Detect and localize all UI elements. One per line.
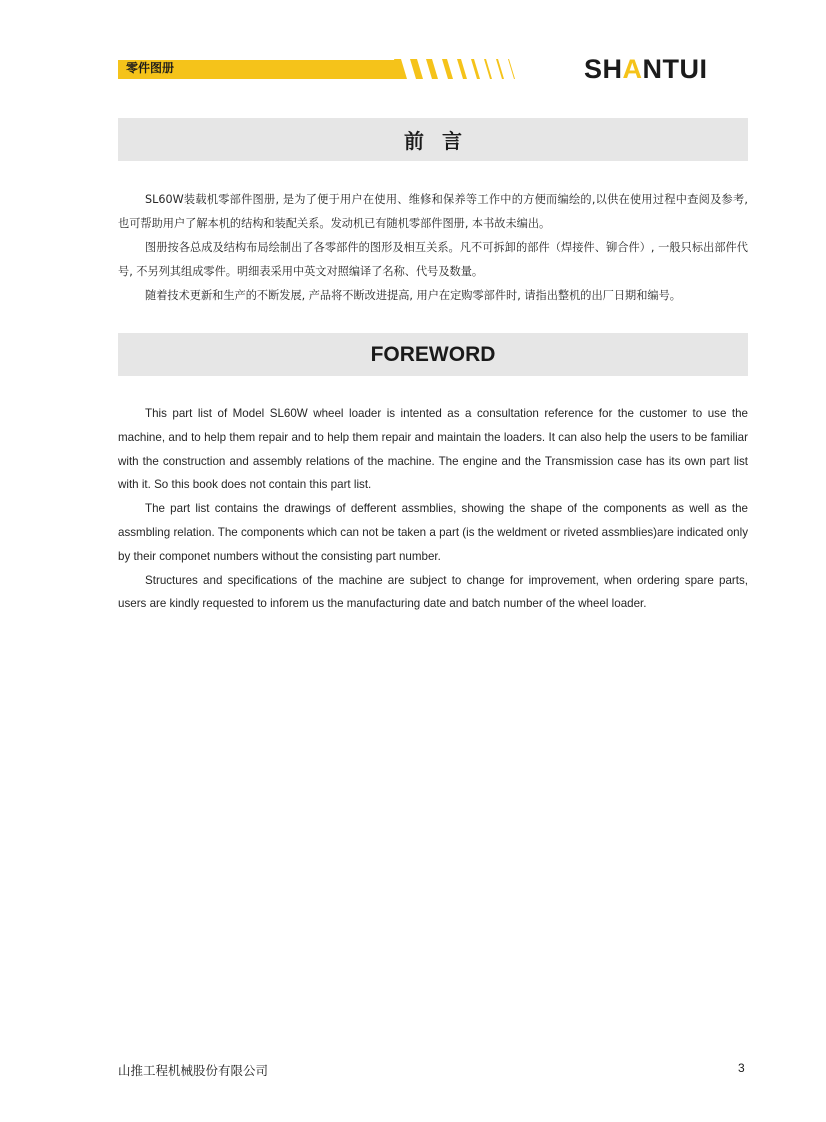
- header-stripes-decoration: [394, 59, 574, 81]
- foreword-en-paragraph: Structures and specifications of the machine are subject to change for improvement, when ordering spare parts, users are kindly requested to inforem us the manufacturing date and batch number of the wheel loader.: [118, 573, 748, 611]
- logo-text-prefix: SH: [584, 54, 623, 84]
- foreword-cn-paragraph: SL60W装载机零部件图册, 是为了便于用户在使用、维修和保养等工作中的方便而编绘的,以供在使用过程中查阅及参考, 也可帮助用户了解本机的结构和装配关系。发动机已有随机零部件图册, 本书故未编出。: [118, 193, 748, 230]
- foreword-en-title-bar: [118, 333, 748, 376]
- yellow-slash-stripes: [394, 59, 515, 79]
- foreword-en-paragraph: This part list of Model SL60W wheel loader is intented as a consultation reference for the customer to use the machine, and to help them repair and to help them repair and maintain the loaders. It can also help the users to be familiar with the construction and assembly relations of the machine. The engine and the Transmission case has its own part list with it. So this book does not contain this part list.: [118, 407, 748, 492]
- logo-text-suffix: NTUI: [642, 54, 708, 84]
- foreword-cn-title-bar: [118, 118, 748, 161]
- foreword-cn-paragraph: 图册按各总成及结构布局绘制出了各零部件的图形及相互关系。凡不可拆卸的部件（焊接件、铆合件）, 一般只标出部件代号, 不另列其组成零件。明细表采用中英文对照编译了名称、代号及数量。: [118, 241, 748, 278]
- foreword-en-body: [118, 402, 748, 616]
- foreword-cn-body: [118, 188, 748, 308]
- foreword-cn-title: 前言: [404, 129, 480, 153]
- footer-company-name: 山推工程机械股份有限公司: [118, 1063, 269, 1078]
- foreword-cn-paragraph: 随着技术更新和生产的不断发展, 产品将不断改进提高, 用户在定购零部件时, 请指出整机的出厂日期和编号。: [145, 289, 681, 302]
- foreword-en-paragraph: The part list contains the drawings of defferent assmblies, showing the shape of the components as well as the assmbling relation. The components which can not be taken a part (is the weldment or riveted assmblies)are indicated only by their componet numbers without the consisting part number.: [118, 502, 748, 563]
- logo-text-accent: A: [622, 54, 643, 84]
- footer-page-number: 3: [738, 1061, 745, 1075]
- header-label: 零件图册: [126, 61, 175, 75]
- shantui-logo: [584, 56, 708, 82]
- foreword-en-title: FOREWORD: [370, 342, 496, 366]
- page-header: [118, 54, 748, 84]
